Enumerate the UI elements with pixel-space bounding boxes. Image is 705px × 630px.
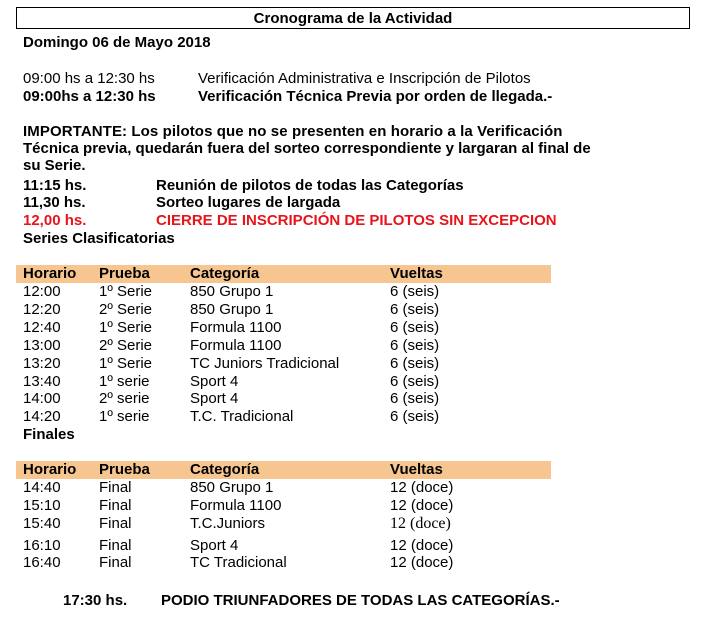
cell-round: Final (99, 479, 132, 496)
cell-time: 12:20 (23, 301, 61, 318)
cell-laps: 12 (doce) (390, 515, 451, 532)
schedule-text-1: Verificación Administrativa e Inscripción de Pilotos (198, 70, 531, 87)
event-time-2: 11,30 hs. (23, 194, 86, 211)
event-time-3: 12,00 hs. (23, 212, 87, 229)
cell-round: Final (99, 515, 132, 532)
cell-category: Formula 1100 (190, 337, 282, 354)
cell-category: 850 Grupo 1 (190, 283, 274, 300)
finals-header-laps: Vueltas (390, 461, 443, 478)
important-line-1: IMPORTANTE: Los pilotos que no se presenten en horario a la Verificación (23, 123, 563, 140)
cell-category: Sport 4 (190, 537, 239, 554)
cell-laps: 12 (doce) (390, 537, 454, 554)
cell-category: TC Tradicional (190, 554, 287, 571)
cell-laps: 6 (seis) (390, 408, 440, 425)
event-text-3: CIERRE DE INSCRIPCIÓN DE PILOTOS SIN EXCEPCION (156, 212, 557, 229)
cell-time: 15:40 (23, 515, 61, 532)
cell-category: Sport 4 (190, 390, 239, 407)
cell-laps: 6 (seis) (390, 373, 440, 390)
podium-time: 17:30 hs. (63, 592, 128, 609)
cell-category: T.C.Juniors (190, 515, 266, 532)
cell-laps: 6 (seis) (390, 301, 440, 318)
event-text-1: Reunión de pilotos de todas las Categorías (156, 177, 464, 194)
title-box (16, 7, 690, 29)
cell-time: 12:40 (23, 319, 61, 336)
cell-laps: 6 (seis) (390, 355, 440, 372)
cell-round: Final (99, 554, 132, 571)
finals-header-band (16, 461, 551, 479)
cell-category: Formula 1100 (190, 319, 282, 336)
cell-round: 2º Serie (99, 337, 153, 354)
cell-laps: 12 (doce) (390, 497, 454, 514)
cell-laps: 6 (seis) (390, 337, 440, 354)
cell-time: 14:40 (23, 479, 61, 496)
important-line-2: Técnica previa, quedarán fuera del sorteo correspondiente y largaran al final de (23, 140, 591, 157)
cell-time: 13:40 (23, 373, 61, 390)
cell-time: 13:00 (23, 337, 61, 354)
series-header-band (16, 265, 551, 283)
finals-header-category: Categoría (190, 461, 260, 478)
cell-round: Final (99, 537, 132, 554)
cell-round: 1º Serie (99, 319, 153, 336)
cell-category: 850 Grupo 1 (190, 479, 274, 496)
finals-title: Finales (23, 426, 75, 443)
podium-text: PODIO TRIUNFADORES DE TODAS LAS CATEGORÍAS.- (161, 592, 560, 609)
finals-header-round: Prueba (99, 461, 150, 478)
cell-laps: 6 (seis) (390, 390, 440, 407)
cell-time: 12:00 (23, 283, 61, 300)
event-date: Domingo 06 de Mayo 2018 (23, 34, 211, 51)
schedule-time-2: 09:00hs a 12:30 hs (23, 88, 156, 105)
cell-round: 2º serie (99, 390, 150, 407)
cell-time: 16:40 (23, 554, 61, 571)
series-header-category: Categoría (190, 265, 260, 282)
series-header-time: Horario (23, 265, 77, 282)
cell-category: Sport 4 (190, 373, 239, 390)
cell-round: 2º Serie (99, 301, 153, 318)
cell-category: 850 Grupo 1 (190, 301, 274, 318)
cell-category: T.C. Tradicional (190, 408, 294, 425)
event-time-1: 11:15 hs. (23, 177, 87, 194)
cell-round: 1º Serie (99, 355, 153, 372)
cell-time: 14:20 (23, 408, 61, 425)
cell-round: 1º serie (99, 408, 150, 425)
cell-round: 1º Serie (99, 283, 153, 300)
cell-laps: 12 (doce) (390, 479, 454, 496)
cell-round: 1º serie (99, 373, 150, 390)
schedule-text-2: Verificación Técnica Previa por orden de llegada.- (198, 88, 553, 105)
cell-laps: 6 (seis) (390, 283, 440, 300)
finals-header-time: Horario (23, 461, 77, 478)
cell-time: 13:20 (23, 355, 61, 372)
cell-time: 16:10 (23, 537, 61, 554)
series-title: Series Clasificatorias (23, 230, 175, 247)
cell-time: 14:00 (23, 390, 61, 407)
event-text-2: Sorteo lugares de largada (156, 194, 341, 211)
cell-category: TC Juniors Tradicional (190, 355, 340, 372)
page-title: Cronograma de la Actividad (253, 10, 453, 27)
cell-category: Formula 1100 (190, 497, 282, 514)
important-line-3: su Serie. (23, 157, 86, 174)
cell-round: Final (99, 497, 132, 514)
cell-laps: 6 (seis) (390, 319, 440, 336)
cell-laps: 12 (doce) (390, 554, 454, 571)
series-header-laps: Vueltas (390, 265, 443, 282)
series-header-round: Prueba (99, 265, 150, 282)
schedule-time-1: 09:00 hs a 12:30 hs (23, 70, 155, 87)
cell-time: 15:10 (23, 497, 61, 514)
